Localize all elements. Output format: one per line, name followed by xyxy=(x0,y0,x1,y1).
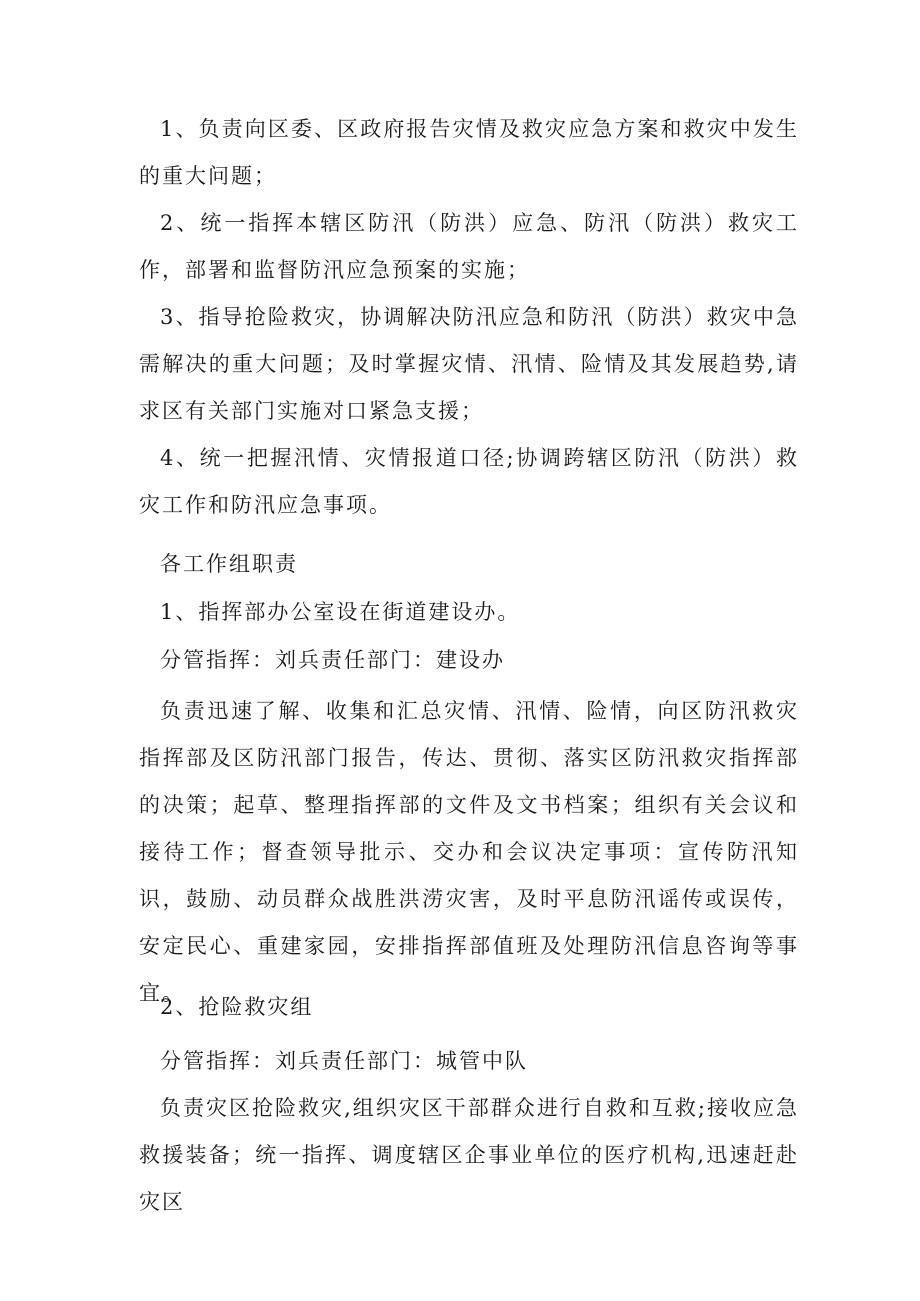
group-1-commander: 分管指挥：刘兵责任部门：建设办 xyxy=(160,648,505,672)
paragraph-duty-2: 2、统一指挥本辖区防汛（防洪）应急、防汛（防洪）救灾工作，部署和监督防汛应急预案的实施； xyxy=(139,211,799,282)
group-2-commander: 分管指挥：刘兵责任部门：城管中队 xyxy=(160,1049,528,1073)
paragraph-duty-1: 1、负责向区委、区政府报告灾情及救灾应急方案和救灾中发生的重大问题； xyxy=(139,117,799,188)
group-2-description: 负责灾区抢险救灾,组织灾区干部群众进行自救和互救;接收应急救援装备；统一指挥、调度辖区企事业单位的医疗机构,迅速赶赴灾区 xyxy=(139,1096,799,1214)
group-2-title: 2、抢险救灾组 xyxy=(160,995,314,1019)
paragraph-duty-3: 3、指导抢险救灾，协调解决防汛应急和防汛（防洪）救灾中急需解决的重大问题；及时掌握灾情、汛情、险情及其发展趋势,请求区有关部门实施对口紧急支援； xyxy=(139,305,799,423)
section-heading-group-duties: 各工作组职责 xyxy=(160,552,298,576)
group-1-description: 负责迅速了解、收集和汇总灾情、汛情、险情，向区防汛救灾指挥部及区防汛部门报告，传达、贯彻、落实区防汛救灾指挥部的决策；起草、整理指挥部的文件及文书档案；组织有关会议和接待工作；督查领导批示、交办和会议决定事项：宣传防汛知识，鼓励、动员群众战胜洪涝灾害，及时平息防汛谣传或误传，安定民心、重建家园，安排指挥部值班及处理防汛信息咨询等事宜。 xyxy=(139,699,799,1005)
paragraph-duty-4: 4、统一把握汛情、灾情报道口径;协调跨辖区防汛（防洪）救灾工作和防汛应急事项。 xyxy=(139,446,799,517)
group-1-title: 1、指挥部办公室设在街道建设办。 xyxy=(160,600,521,624)
